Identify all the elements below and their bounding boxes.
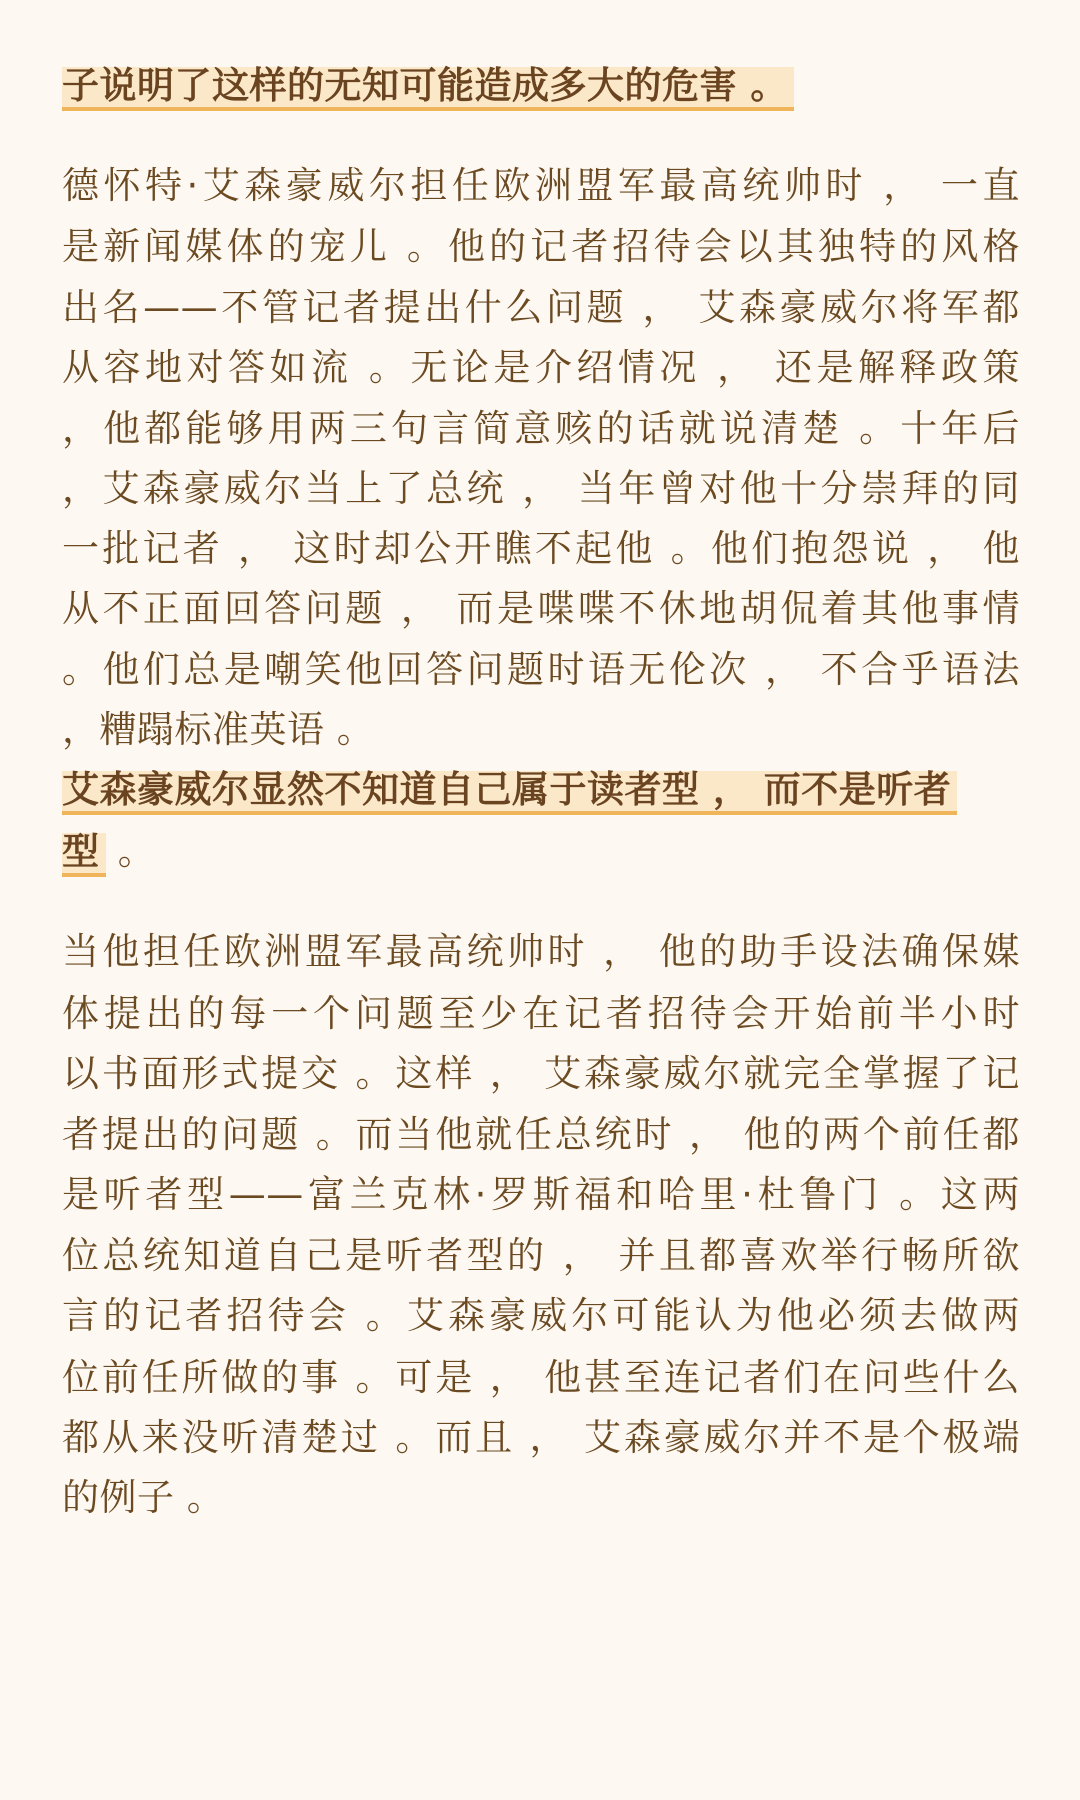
paragraph-line: 位总统知道自己是听者型的 ， 并且都喜欢举行畅所欲 (62, 1234, 1020, 1277)
paragraph-line: ，糟蹋标准英语 。 (62, 708, 375, 751)
paragraph-line: 都从来没听清楚过 。而且 ， 艾森豪威尔并不是个极端 (62, 1416, 1020, 1459)
paragraph-line: 德怀特·艾森豪威尔担任欧洲盟军最高统帅时 ， 一直 (62, 164, 1020, 207)
paragraph-line: 以书面形式提交 。这样 ， 艾森豪威尔就完全掌握了记 (62, 1052, 1020, 1095)
highlighted-sentence-top (62, 64, 794, 110)
highlight-tail: 。 (105, 830, 156, 873)
paragraph-line: 是听者型——富兰克林·罗斯福和哈里·杜鲁门 。这两 (62, 1173, 1020, 1216)
paragraph-line: 者提出的问题 。而当他就任总统时 ， 他的两个前任都 (62, 1113, 1020, 1156)
paragraph-line: 从容地对答如流 。无论是介绍情况 ， 还是解释政策 (62, 346, 1020, 389)
paragraph-line: ，艾森豪威尔当上了总统 ， 当年曾对他十分崇拜的同 (62, 467, 1020, 510)
paragraph-line: 一批记者 ， 这时却公开瞧不起他 。他们抱怨说 ， 他 (62, 527, 1020, 570)
highlight-line (62, 768, 957, 814)
paragraph-line: ，他都能够用两三句言简意赅的话就说清楚 。十年后 (62, 407, 1020, 450)
highlight-mark: 子说明了这样的无知可能造成多大的危害 。 (62, 64, 794, 113)
paragraph-line: 的例子 。 (62, 1476, 225, 1519)
highlight-mark: 艾森豪威尔显然不知道自己属于读者型 ， 而不是听者 (62, 768, 957, 817)
highlight-mark: 型 (62, 830, 106, 879)
highlight-line (62, 830, 155, 876)
paragraph-line: 从不正面回答问题 ， 而是喋喋不休地胡侃着其他事情 (62, 587, 1020, 630)
paragraph-line: 。他们总是嘲笑他回答问题时语无伦次 ， 不合乎语法 (62, 648, 1020, 691)
paragraph-line: 是新闻媒体的宠儿 。他的记者招待会以其独特的风格 (62, 225, 1020, 268)
paragraph-line: 出名——不管记者提出什么问题 ， 艾森豪威尔将军都 (62, 286, 1020, 329)
paragraph-line: 体提出的每一个问题至少在记者招待会开始前半小时 (62, 992, 1020, 1035)
paragraph-line: 位前任所做的事 。可是 ， 他甚至连记者们在问些什么 (62, 1356, 1020, 1399)
paragraph-line: 当他担任欧洲盟军最高统帅时 ， 他的助手设法确保媒 (62, 930, 1020, 973)
paragraph-line: 言的记者招待会 。艾森豪威尔可能认为他必须去做两 (62, 1294, 1020, 1337)
